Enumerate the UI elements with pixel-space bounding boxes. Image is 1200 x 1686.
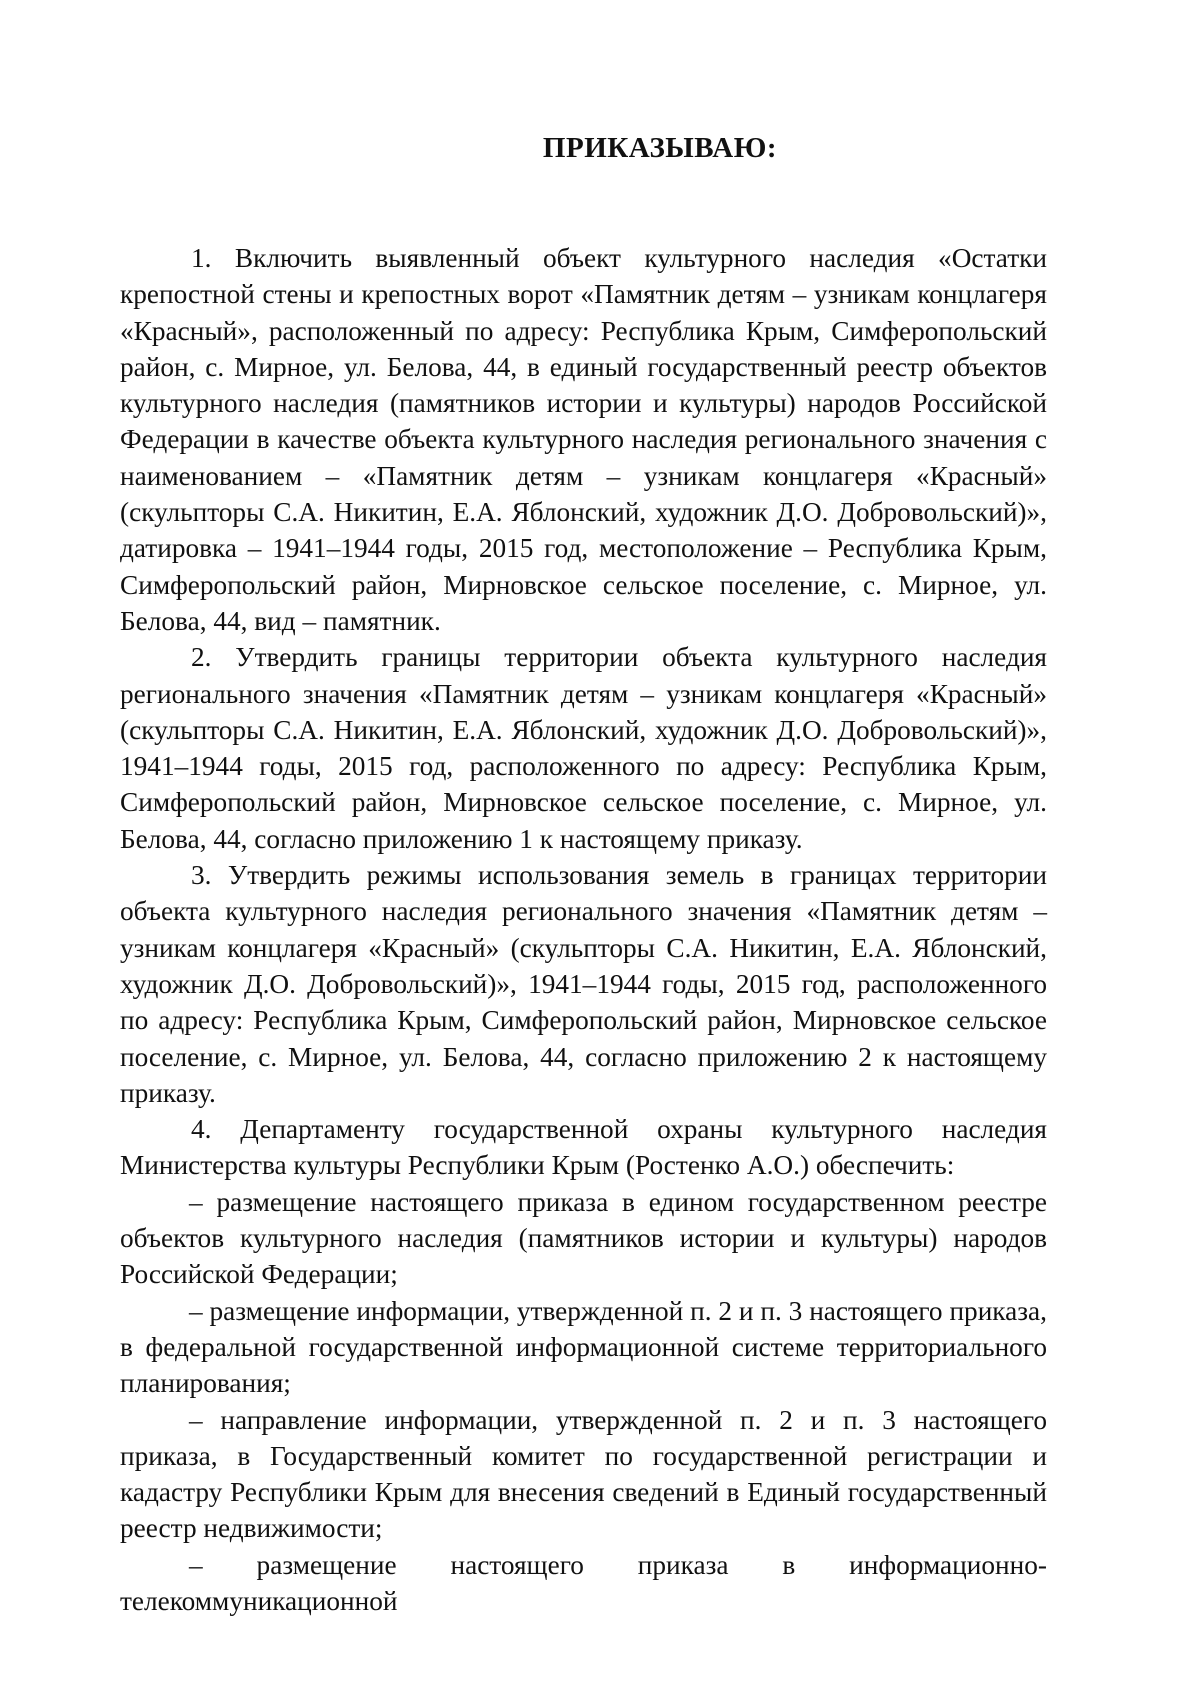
paragraph-bullet-1: – размещение настоящего приказа в едином государственном реестре объектов культурного наследия (памятников истории и культуры) народов Российской Федерации; — [120, 1186, 1047, 1290]
paragraph-item-3: 3. Утвердить режимы использования земель в границах территории объекта культурного наследия регионального значения «Памятник детям – узникам концлагеря «Красный» (скульпторы С.А. Никитин, Е.А. Яблонский, художник Д.О. Добровольский)», 1941–1944 годы, 2015 год, расположенного по адресу: Республика Крым, Симферопольский район, Мирновское сельское поселение, с. Мирное, ул. Белова, 44, согласно приложению 2 к настоящему приказу. — [120, 860, 1047, 1108]
paragraph-bullet-3: – направление информации, утвержденной п. 2 и п. 3 настоящего приказа, в Государственный комитет по государственной регистрации и кадастру Республики Крым для внесения сведений в Единый государственный реестр недвижимости; — [120, 1404, 1047, 1544]
paragraph-item-4: 4. Департаменту государственной охраны культурного наследия Министерства культуры Республики Крым (Ростенко А.О.) обеспечить: — [120, 1114, 1047, 1181]
paragraph-item-1: 1. Включить выявленный объект культурного наследия «Остатки крепостной стены и крепостных ворот «Памятник детям – узникам концлагеря «Красный», расположенный по адресу: Республика Крым, Симферопольский район, с. Мирное, ул. Белова, 44, в единый государственный реестр объектов культурного наследия (памятников истории и культуры) народов Российской Федерации в качестве объекта культурного наследия регионального значения с наименованием – «Памятник детям – узникам концлагеря «Красный» (скульпторы С.А. Никитин, Е.А. Яблонский, художник Д.О. Добровольский)», датировка – 1941–1944 годы, 2015 год, местоположение – Республика Крым, Симферопольский район, Мирновское сельское поселение, с. Мирное, ул. Белова, 44, вид – памятник. — [120, 243, 1047, 636]
paragraph-bullet-2: – размещение информации, утвержденной п. 2 и п. 3 настоящего приказа, в федеральной государственной информационной системе территориального планирования; — [120, 1295, 1047, 1399]
paragraph-bullet-4: – размещение настоящего приказа в информационно-телекоммуникационной — [120, 1549, 1047, 1616]
document-heading: ПРИКАЗЫВАЮ: — [542, 132, 778, 164]
document-body — [120, 240, 1047, 1619]
paragraph-item-2: 2. Утвердить границы территории объекта культурного наследия регионального значения «Памятник детям – узникам концлагеря «Красный» (скульпторы С.А. Никитин, Е.А. Яблонский, художник Д.О. Добровольский)», 1941–1944 годы, 2015 год, расположенного по адресу: Республика Крым, Симферопольский район, Мирновское сельское поселение, с. Мирное, ул. Белова, 44, согласно приложению 1 к настоящему приказу. — [120, 642, 1047, 854]
